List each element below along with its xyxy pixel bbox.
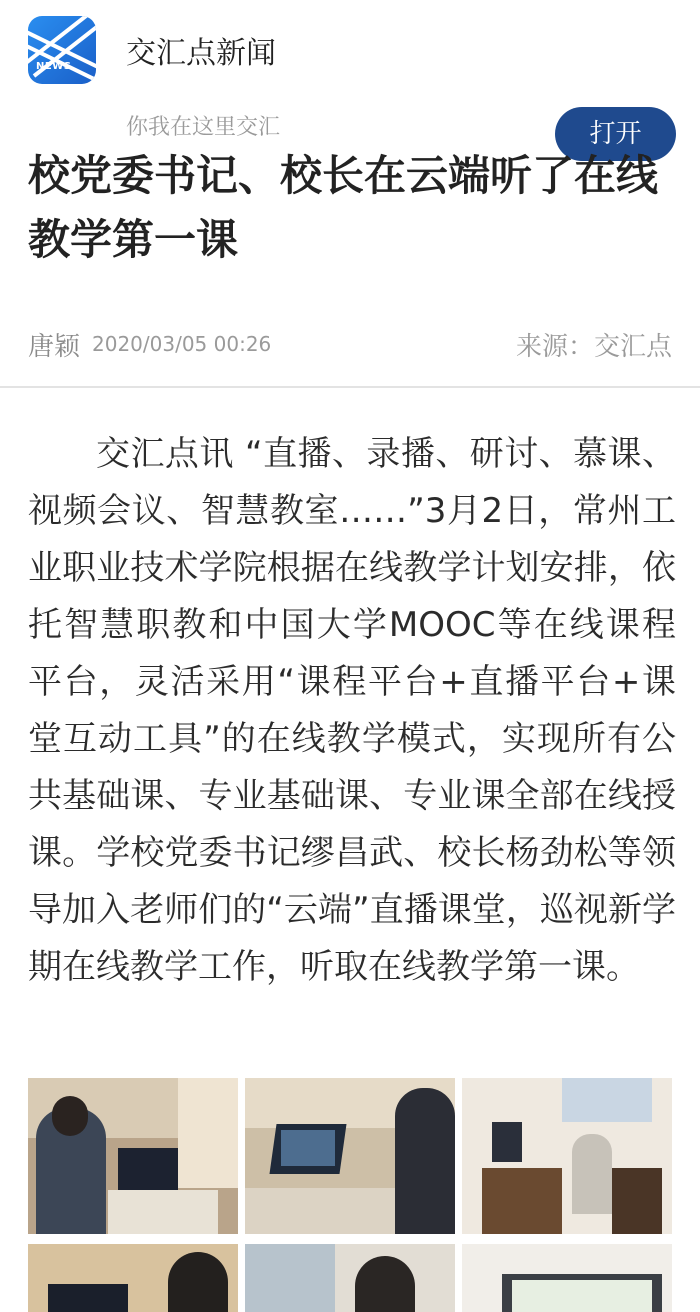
article-photo[interactable] [28, 1244, 238, 1312]
app-slogan: 你我在这里交汇 [126, 115, 281, 140]
author-name: 唐颖 [28, 332, 81, 362]
app-logo[interactable] [28, 16, 96, 84]
article-photo[interactable] [245, 1078, 455, 1234]
photo-grid [28, 1078, 672, 1312]
article-photo[interactable] [462, 1078, 672, 1234]
article-photo[interactable] [245, 1244, 455, 1312]
open-app-button[interactable]: 打开 [555, 107, 676, 161]
article-photo[interactable] [462, 1244, 672, 1312]
article-body: 交汇点讯 “直播、录播、研讨、慕课、视频会议、智慧教室……”3月2日，常州工业职业技术学院根据在线教学计划安排，依托智慧职教和中国大学MOOC等在线课程平台，灵活采用“课程平台+直播平台+课堂互动工具”的在线教学模式，实现所有公共基础课、专业基础课、专业课全部在线授课。学校党委书记缪昌武、校长杨劲松等领导加入老师们的“云端”直播课堂，巡视新学期在线教学工作，听取在线教学第一课。 [28, 434, 676, 987]
publish-time: 2020/03/05 00:26 [92, 332, 272, 356]
article-title: 校党委书记、校长在云端听了在线教学第一课 [28, 151, 659, 264]
app-name: 交汇点新闻 [126, 36, 276, 71]
article-meta [28, 320, 672, 364]
divider [0, 386, 700, 388]
article-photo[interactable] [28, 1078, 238, 1234]
source-label: 来源：交汇点 [515, 332, 672, 362]
logo-label: NEWS [36, 61, 72, 72]
